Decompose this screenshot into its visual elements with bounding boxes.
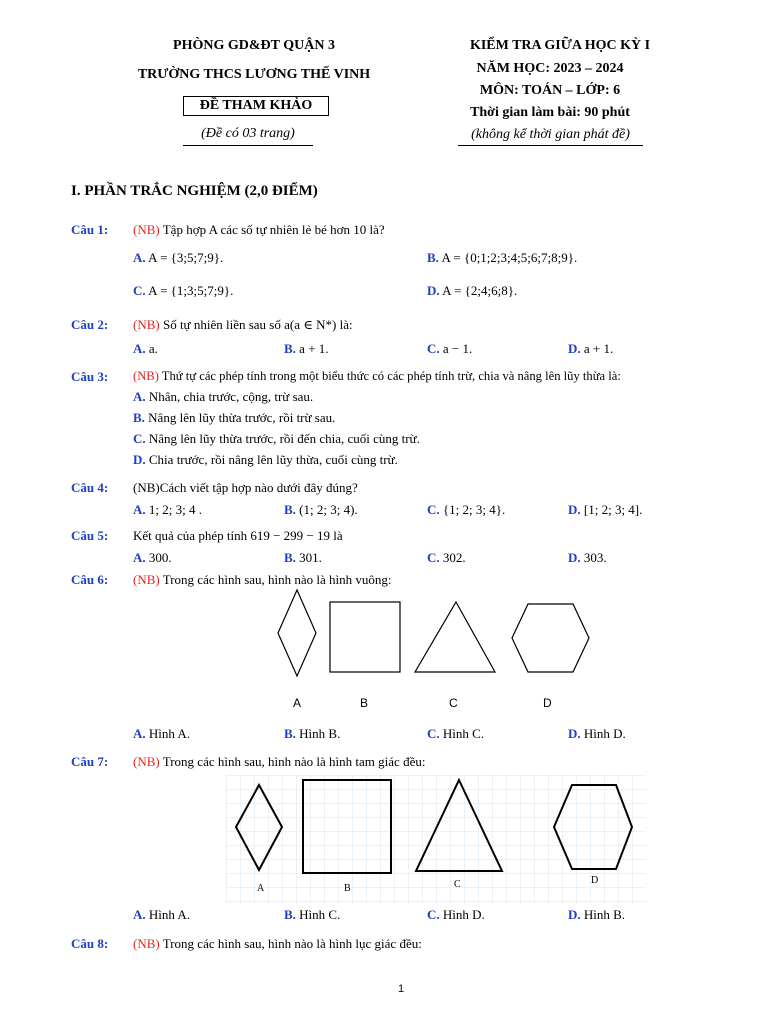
- exam-title: KIỂM TRA GIỮA HỌC KỲ I: [469, 38, 651, 53]
- q2-stem: (NB) Số tự nhiên liền sau số a(a ∈ N*) là:: [133, 317, 353, 332]
- q7-option-d[interactable]: D. Hình B.: [568, 907, 626, 922]
- q6-fig-label-a: A: [293, 696, 302, 710]
- q2-option-a[interactable]: A. a.: [133, 341, 158, 356]
- page-number: 1: [398, 983, 405, 995]
- duration: Thời gian làm bài: 90 phút: [470, 105, 630, 120]
- q2-option-c[interactable]: C. a − 1.: [427, 341, 473, 356]
- q1-option-c[interactable]: C. A = {1;3;5;7;9}.: [133, 283, 234, 298]
- q3-option-b[interactable]: B. Nâng lên lũy thừa trước, rồi trừ sau.: [133, 410, 336, 425]
- q7-fig-label-b: B: [344, 883, 351, 894]
- q1-tag: (NB): [133, 222, 160, 237]
- q6-fig-label-c: C: [449, 696, 458, 710]
- q3-option-a[interactable]: A. Nhân, chia trước, cộng, trừ sau.: [133, 389, 314, 404]
- q4-stem: (NB)Cách viết tập hợp nào dưới đây đúng?: [133, 480, 358, 495]
- q4-label: Câu 4:: [71, 480, 109, 495]
- q6-stem: (NB) Trong các hình sau, hình nào là hình vuông:: [133, 572, 392, 587]
- q7-option-c[interactable]: C. Hình D.: [427, 907, 485, 922]
- dept-name: PHÒNG GD&ĐT QUẬN 3: [173, 38, 335, 53]
- q7-figure: [226, 775, 646, 905]
- q7-grid-background: [226, 775, 646, 903]
- subject-grade: MÔN: TOÁN – LỚP: 6: [479, 83, 621, 98]
- q6-option-b[interactable]: B. Hình B.: [284, 726, 341, 741]
- q2-option-d[interactable]: D. a + 1.: [568, 341, 614, 356]
- q5-label: Câu 5:: [71, 528, 109, 543]
- q6-option-c[interactable]: C. Hình C.: [427, 726, 485, 741]
- q3-stem: (NB) Thứ tự các phép tính trong một biểu thức có các phép tính trừ, chia và nâng lên lũy thừa là:: [133, 369, 621, 383]
- q7-fig-label-d: D: [591, 875, 599, 886]
- q6-fig-label-b: B: [360, 696, 369, 710]
- q6-triangle-shape: [415, 602, 495, 672]
- section-title: I. PHẦN TRẮC NGHIỆM (2,0 ĐIỂM): [71, 183, 318, 199]
- q5-option-d[interactable]: D. 303.: [568, 550, 607, 565]
- q3-label: Câu 3:: [71, 369, 109, 384]
- q1-option-d[interactable]: D. A = {2;4;6;8}.: [427, 283, 518, 298]
- q6-figure: [270, 585, 600, 685]
- q2-label: Câu 2:: [71, 317, 109, 332]
- q7-fig-label-c: C: [454, 879, 461, 890]
- exam-kind: ĐỀ THAM KHẢO: [183, 96, 329, 116]
- q7-option-b[interactable]: B. Hình C.: [284, 907, 341, 922]
- q4-option-d[interactable]: D. [1; 2; 3; 4].: [568, 502, 643, 517]
- q6-square-shape: [330, 602, 400, 672]
- q4-option-a[interactable]: A. 1; 2; 3; 4 .: [133, 502, 202, 517]
- page-count-note: (Đề có 03 trang): [183, 126, 313, 146]
- q6-fig-label-d: D: [543, 696, 552, 710]
- q7-stem: (NB) Trong các hình sau, hình nào là hình tam giác đều:: [133, 754, 426, 769]
- q5-option-c[interactable]: C. 302.: [427, 550, 466, 565]
- q6-hexagon-shape: [512, 604, 589, 672]
- q7-option-a[interactable]: A. Hình A.: [133, 907, 191, 922]
- q3-option-c[interactable]: C. Nâng lên lũy thừa trước, rồi đến chia, cuối cùng trừ.: [133, 431, 420, 446]
- q4-option-c[interactable]: C. {1; 2; 3; 4}.: [427, 502, 506, 517]
- q8-stem: (NB) Trong các hình sau, hình nào là hình lục giác đều:: [133, 936, 422, 951]
- q7-fig-label-a: A: [257, 883, 265, 894]
- q2-option-b[interactable]: B. a + 1.: [284, 341, 329, 356]
- q4-option-b[interactable]: B. (1; 2; 3; 4).: [284, 502, 358, 517]
- duration-note: (không kể thời gian phát đề): [458, 127, 643, 146]
- q6-label: Câu 6:: [71, 572, 109, 587]
- q1-label: Câu 1:: [71, 222, 109, 237]
- school-year: NĂM HỌC: 2023 – 2024: [476, 61, 624, 76]
- q1-text: Tập hợp A các số tự nhiên lẻ bé hơn 10 là?: [159, 222, 385, 237]
- q6-option-d[interactable]: D. Hình D.: [568, 726, 626, 741]
- q5-stem: Kết quả của phép tính 619 − 299 − 19 là: [133, 528, 343, 543]
- q8-label: Câu 8:: [71, 936, 109, 951]
- q5-option-a[interactable]: A. 300.: [133, 550, 172, 565]
- q6-option-a[interactable]: A. Hình A.: [133, 726, 191, 741]
- q1-option-a[interactable]: A. A = {3;5;7;9}.: [133, 250, 224, 265]
- q6-rhombus-shape: [278, 590, 316, 676]
- school-name: TRƯỜNG THCS LƯƠNG THẾ VINH: [137, 67, 371, 82]
- q5-option-b[interactable]: B. 301.: [284, 550, 322, 565]
- q3-option-d[interactable]: D. Chia trước, rồi nâng lên lũy thừa, cuối cùng trừ.: [133, 452, 398, 467]
- q1-stem: [133, 222, 385, 238]
- q1-option-b[interactable]: B. A = {0;1;2;3;4;5;6;7;8;9}.: [427, 250, 578, 265]
- q7-label: Câu 7:: [71, 754, 109, 769]
